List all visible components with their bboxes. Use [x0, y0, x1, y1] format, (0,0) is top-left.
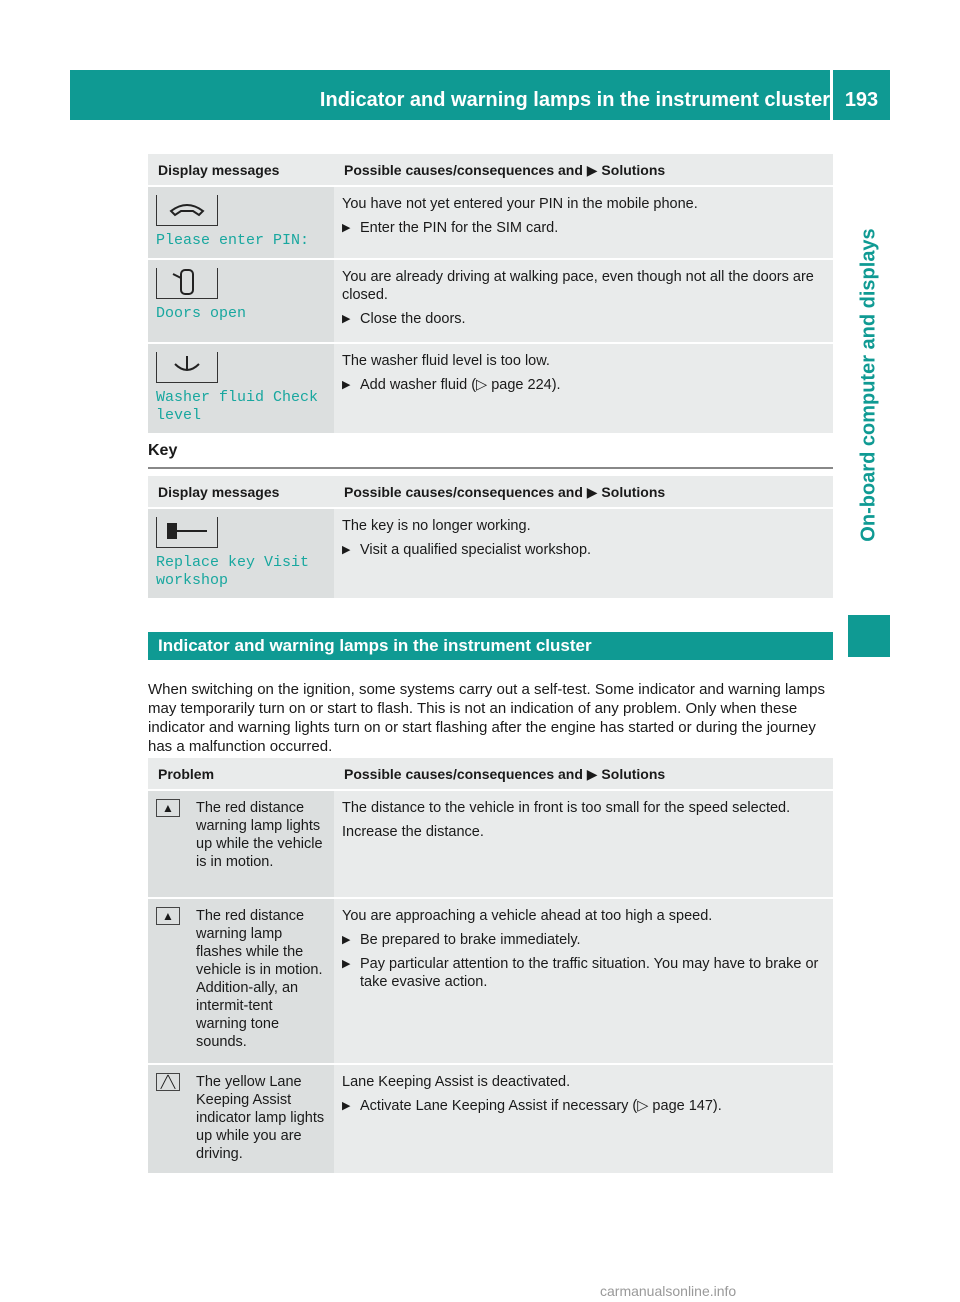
distance-warning-icon: ▲: [156, 907, 180, 925]
watermark: carmanualsonline.info: [600, 1283, 737, 1299]
display-message: Doors open: [156, 305, 247, 322]
solution-step: ▶ Activate Lane Keeping Assist if necessary (▷ page 147).: [342, 1097, 825, 1115]
table-row: [148, 260, 833, 342]
key-messages-table: [148, 474, 833, 600]
door-icon: [156, 268, 218, 299]
table-row: [148, 344, 833, 433]
display-message: Replace key Visit workshop: [156, 554, 310, 589]
cause-text: You are already driving at walking pace, even though not all the doors are closed.: [342, 269, 814, 303]
page-header: [70, 70, 890, 120]
solution-step: ▶ Add washer fluid (▷ page 224).: [342, 376, 825, 394]
intro-paragraph: When switching on the ignition, some systems carry out a self-test. Some indicator and warning lamps may temporarily turn on or start to flash. This is not an indication of any problem. Only when these indicator and warning lights turn on or start flashing after the engine has started or during the journey has a malfunction occurred.: [148, 681, 825, 755]
section-divider: [148, 467, 833, 469]
side-tab-marker: [848, 615, 890, 657]
section-title-key: Key: [148, 442, 178, 459]
col-problem: Problem: [148, 758, 334, 789]
display-messages-table: [148, 152, 833, 435]
cause-text-2: Increase the distance.: [342, 824, 484, 840]
col-causes: Possible causes/consequences and ▶ Solutions: [334, 758, 833, 789]
cause-text: The key is no longer working.: [342, 518, 531, 534]
phone-icon: [156, 195, 218, 226]
solution-step: ▶ Be prepared to brake immediately.: [342, 931, 825, 949]
key-icon: [156, 517, 218, 548]
col-causes: Possible causes/consequences and ▶ Solutions: [334, 154, 833, 185]
table-row: [148, 509, 833, 598]
lane-keeping-icon: ╱╲: [156, 1073, 180, 1091]
header-title: Indicator and warning lamps in the instrument cluster: [319, 89, 830, 111]
col-display-messages: Display messages: [148, 154, 334, 185]
table-row: [148, 791, 833, 897]
cause-text: The washer fluid level is too low.: [342, 353, 550, 369]
section-heading: Indicator and warning lamps in the instrument cluster: [148, 632, 833, 660]
solution-step: ▶ Pay particular attention to the traffic situation. You may have to brake or take evasive action.: [342, 955, 825, 991]
solution-step: ▶ Close the doors.: [342, 310, 825, 328]
solution-step: ▶ Enter the PIN for the SIM card.: [342, 219, 825, 237]
cause-text: Lane Keeping Assist is deactivated.: [342, 1074, 571, 1090]
cause-text: The distance to the vehicle in front is too small for the speed selected.: [342, 800, 791, 816]
table-row: [148, 1065, 833, 1173]
side-tab-label: On-board computer and displays: [857, 228, 880, 542]
cause-text: You have not yet entered your PIN in the mobile phone.: [342, 196, 698, 212]
problem-table: [148, 756, 833, 1175]
solution-step: ▶ Visit a qualified specialist workshop.: [342, 541, 825, 559]
distance-warning-icon: ▲: [156, 799, 180, 817]
display-message: Washer fluid Check level: [156, 389, 319, 424]
table-row: [148, 187, 833, 258]
problem-text: The red distance warning lamp flashes while the vehicle is in motion. Addition-ally, an intermit-tent warning tone sounds.: [196, 908, 323, 1050]
problem-text: The red distance warning lamp lights up while the vehicle is in motion.: [196, 800, 323, 870]
col-display-messages: Display messages: [148, 476, 334, 507]
page-number: 193: [844, 89, 879, 111]
cause-text: You are approaching a vehicle ahead at too high a speed.: [342, 908, 713, 924]
display-message: Please enter PIN:: [156, 232, 310, 249]
washer-icon: [156, 352, 218, 383]
table-row: [148, 899, 833, 1063]
col-causes: Possible causes/consequences and ▶ Solutions: [334, 476, 833, 507]
problem-text: The yellow Lane Keeping Assist indicator lamp lights up while you are driving.: [196, 1074, 325, 1162]
